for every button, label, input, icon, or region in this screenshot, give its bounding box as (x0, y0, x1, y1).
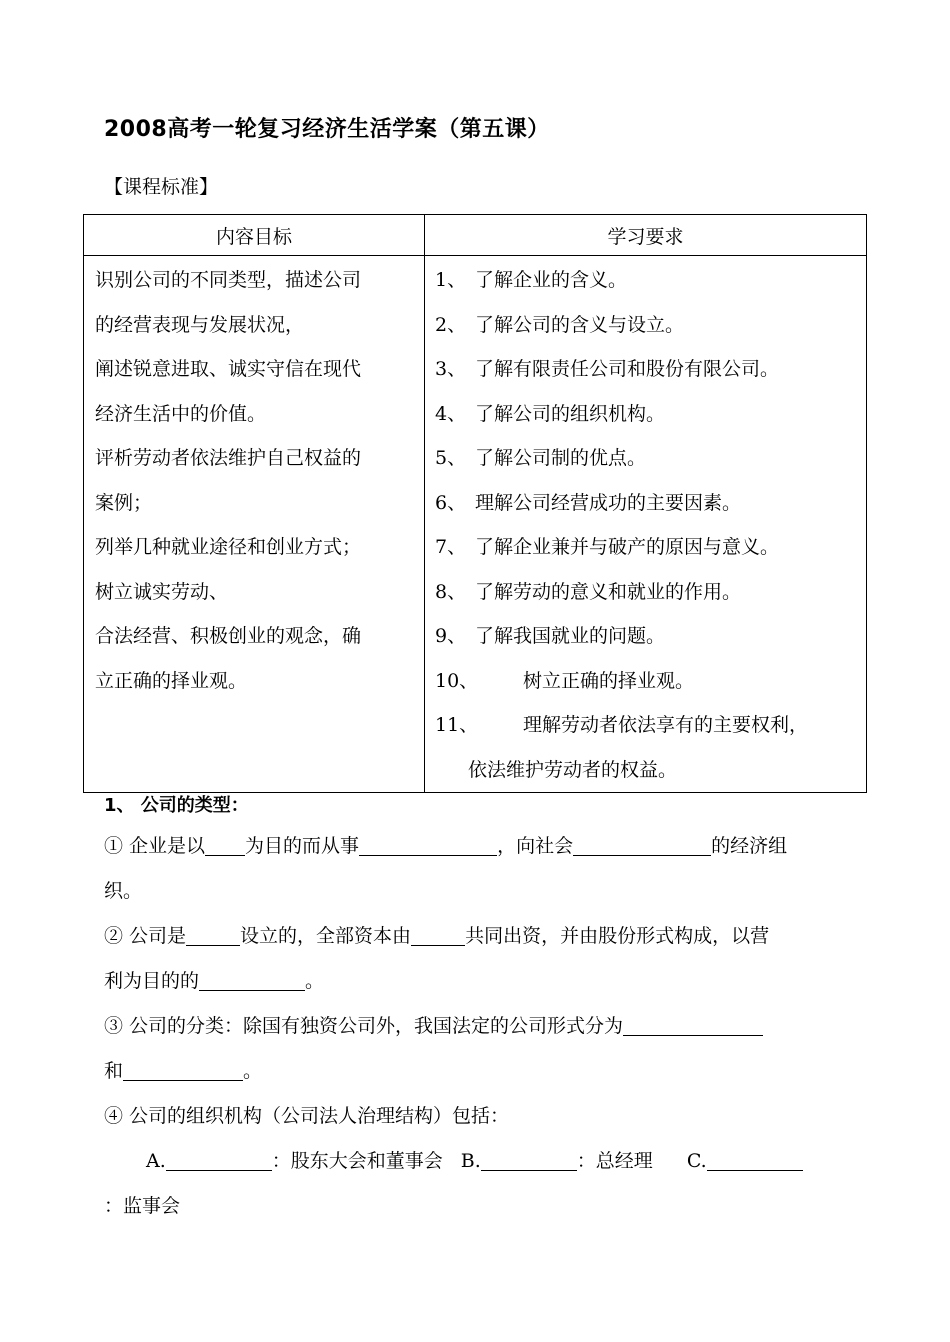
option-label: C. (686, 1150, 707, 1172)
requirement-number: 2、 (435, 313, 467, 336)
requirement-text: 了解我国就业的问题。 (475, 625, 666, 647)
requirement-item (435, 481, 860, 526)
goal-line: 识别公司的不同类型，描述公司 (95, 269, 362, 291)
option-text: ：总经理 (576, 1150, 653, 1172)
question-3-continuation (104, 1049, 864, 1094)
answer-blank[interactable] (481, 1150, 577, 1171)
section-company-types (104, 788, 864, 1229)
header-learning-requirements: 学习要求 (425, 215, 867, 256)
question-text: ，向社会 (497, 835, 574, 857)
page-title: 2008高考一轮复习经济生活学案（第五课） (104, 117, 550, 142)
requirement-item (435, 258, 860, 303)
learning-requirements-cell (425, 256, 867, 793)
curriculum-table (83, 214, 867, 793)
answer-blank[interactable] (186, 925, 240, 946)
header-content-goals: 内容目标 (84, 215, 425, 256)
requirement-text: 理解劳动者依法享有的主要权利， (523, 714, 809, 736)
requirement-number: 5、 (435, 447, 467, 469)
question-text: 为目的而从事 (245, 835, 360, 857)
question-1 (104, 824, 864, 869)
goal-line: 列举几种就业途径和创业方式； (95, 536, 362, 558)
goal-line: 树立诚实劳动、 (95, 580, 229, 603)
option-text: ：股东大会和董事会 (271, 1150, 443, 1172)
requirement-text: 了解有限责任公司和股份有限公司。 (475, 358, 780, 380)
requirement-number: 11、 (435, 714, 479, 736)
section-heading: 1、 公司的类型： (104, 795, 249, 816)
requirement-text: 树立正确的择业观。 (523, 669, 695, 692)
requirement-text: 了解企业的含义。 (475, 269, 628, 291)
requirement-number: 4、 (435, 402, 467, 425)
goal-line: 案例； (95, 491, 153, 514)
requirement-number: 1、 (435, 269, 467, 291)
answer-blank[interactable] (573, 835, 711, 856)
requirement-text: 了解公司的组织机构。 (475, 402, 666, 425)
requirement-number: 10、 (435, 669, 479, 692)
requirement-number: 6、 (435, 491, 467, 514)
requirement-item (435, 303, 860, 348)
table-row (84, 256, 867, 793)
content-goals-cell (84, 256, 425, 793)
answer-blank[interactable] (623, 1015, 763, 1036)
question-4-options-continuation: ：监事会 (104, 1195, 181, 1217)
requirement-text: 理解公司经营成功的主要因素。 (475, 491, 742, 514)
goal-line: 合法经营、积极创业的观念，确 (95, 625, 362, 647)
requirement-item (435, 614, 860, 659)
question-4: ④ 公司的组织机构（公司法人治理结构）包括： (104, 1105, 510, 1127)
requirement-number: 9、 (435, 625, 467, 647)
requirement-text: 了解公司制的优点。 (475, 447, 647, 469)
answer-blank[interactable] (166, 1150, 272, 1171)
requirement-number: 8、 (435, 580, 467, 603)
question-4-options (104, 1139, 864, 1184)
answer-blank[interactable] (411, 925, 465, 946)
requirement-number: 3、 (435, 358, 467, 380)
goal-line: 立正确的择业观。 (95, 669, 248, 692)
option-label: B. (460, 1150, 481, 1172)
option-label: A. (146, 1150, 166, 1172)
course-standard-label: 【课程标准】 (104, 176, 219, 198)
requirement-number: 7、 (435, 536, 467, 558)
requirement-continuation: 依法维护劳动者的权益。 (468, 758, 678, 781)
requirement-item (435, 703, 860, 748)
requirement-text: 了解公司的含义与设立。 (475, 313, 685, 336)
question-3 (104, 1004, 864, 1049)
requirement-text: 了解劳动的意义和就业的作用。 (475, 580, 742, 603)
requirement-item (435, 347, 860, 392)
question-text: ① 企业是以 (104, 835, 206, 857)
goal-line: 评析劳动者依法维护自己权益的 (95, 447, 362, 469)
question-text: ③ 公司的分类：除国有独资公司外，我国法定的公司形式分为 (104, 1015, 624, 1037)
requirement-item (435, 525, 860, 570)
requirement-item (435, 570, 860, 615)
question-text: ② 公司是 (104, 925, 187, 947)
goal-line: 经济生活中的价值。 (95, 402, 267, 425)
goal-line: 阐述锐意进取、诚实守信在现代 (95, 358, 362, 380)
requirement-item (435, 436, 860, 481)
answer-blank[interactable] (199, 970, 305, 991)
requirement-text: 了解企业兼并与破产的原因与意义。 (475, 536, 780, 558)
question-text: 。 (243, 1060, 263, 1082)
table-header-row (84, 215, 867, 256)
answer-blank[interactable] (707, 1150, 803, 1171)
question-text: 设立的，全部资本由 (240, 925, 412, 947)
answer-blank[interactable] (205, 835, 245, 856)
question-text: 利为目的的 (104, 970, 200, 992)
requirement-item (435, 392, 860, 437)
question-2 (104, 914, 864, 959)
question-text: 。 (305, 970, 325, 992)
question-text: 的经济组 (711, 835, 788, 857)
goal-line: 的经营表现与发展状况， (95, 313, 305, 336)
answer-blank[interactable] (123, 1060, 243, 1081)
question-text: 共同出资，并由股份形式构成，以营 (465, 925, 770, 947)
question-1-continuation: 织。 (104, 880, 143, 902)
answer-blank[interactable] (359, 835, 497, 856)
question-2-continuation (104, 959, 864, 1004)
requirement-item (435, 659, 860, 704)
question-text: 和 (104, 1060, 124, 1082)
